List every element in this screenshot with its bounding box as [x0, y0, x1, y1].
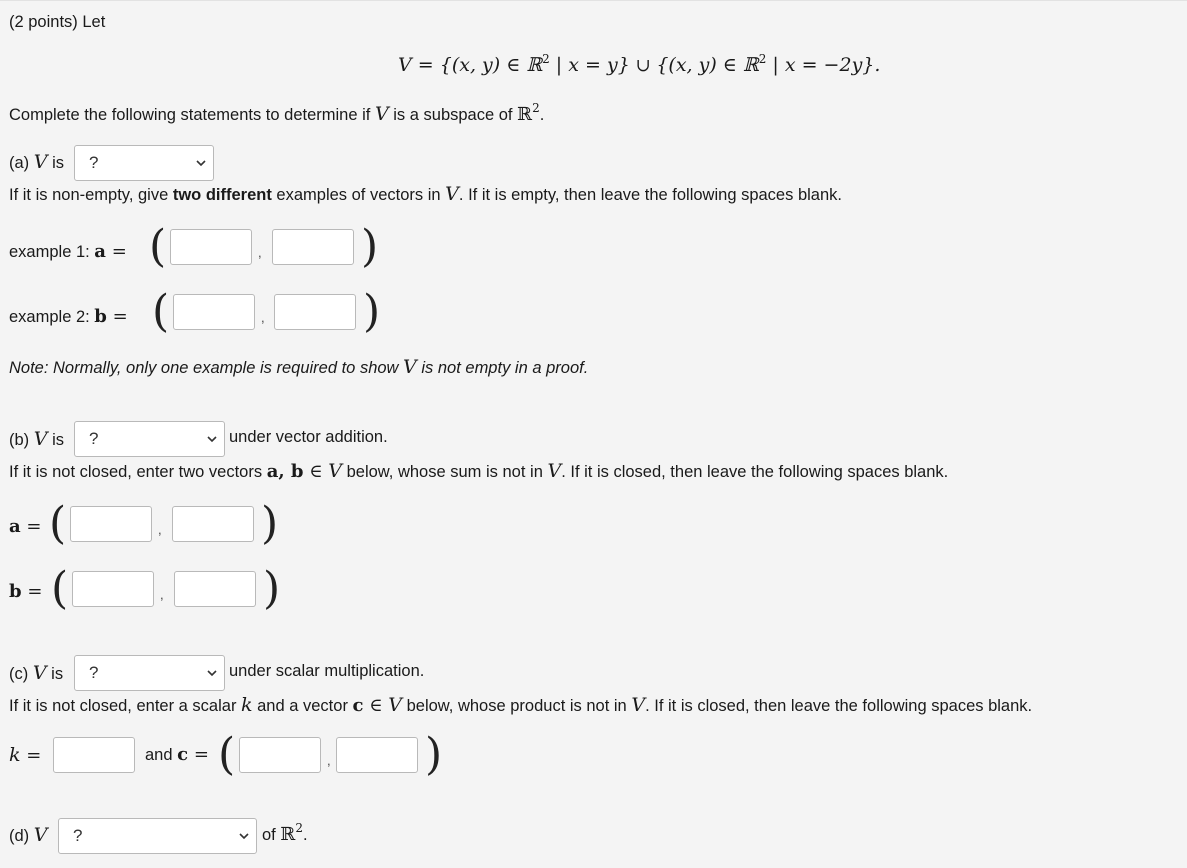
scalar-k-input[interactable]: [53, 737, 135, 773]
comma: ,: [160, 587, 164, 602]
intro-text: Complete the following statements to determine if V is a subspace of ℝ$^2$.: [9, 101, 545, 125]
example-1-label: example 1: a =: [9, 241, 127, 262]
part-b-select[interactable]: ?: [74, 421, 225, 457]
vector-a-label: a =: [9, 516, 42, 537]
left-paren: (: [218, 729, 236, 780]
vector-b-y-input[interactable]: [174, 571, 256, 607]
example-1-x-input[interactable]: [170, 229, 252, 265]
note-text: Note: Normally, only one example is required to show V is not empty in a proof.: [9, 356, 589, 378]
left-paren: (: [49, 498, 67, 549]
example-2-label: example 2: b =: [9, 306, 128, 327]
part-d-select[interactable]: ?: [58, 818, 257, 854]
top-divider: [0, 0, 1187, 1]
part-b-instructions: If it is not closed, enter two vectors a, b ∈ V below, whose sum is not in V. If it is closed, then leave the following spaces blank.: [9, 460, 949, 482]
right-paren: ): [363, 286, 381, 337]
vector-c-x-input[interactable]: [239, 737, 321, 773]
part-b-after-select: under vector addition.: [229, 428, 388, 446]
vector-a-x-input[interactable]: [70, 506, 152, 542]
part-c-instructions: If it is not closed, enter a scalar k and a vector c ∈ V below, whose product is not in V. If it is closed, then leave the following spaces blank.: [9, 694, 1033, 716]
vector-b-label: b =: [9, 581, 43, 602]
right-paren: ): [261, 498, 279, 549]
chevron-down-icon: [206, 422, 218, 456]
left-paren: (: [149, 221, 167, 272]
chevron-down-icon: [238, 819, 250, 853]
left-paren: (: [152, 286, 170, 337]
comma: ,: [261, 310, 265, 325]
comma: ,: [158, 522, 162, 537]
vector-a-y-input[interactable]: [172, 506, 254, 542]
part-a-select[interactable]: ?: [74, 145, 214, 181]
part-c-select[interactable]: ?: [74, 655, 225, 691]
vector-c-y-input[interactable]: [336, 737, 418, 773]
left-paren: (: [51, 563, 69, 614]
vector-c-label: and c =: [145, 744, 209, 765]
right-paren: ): [263, 563, 281, 614]
part-b-label: (b) V is: [9, 428, 64, 450]
points-label: (2 points) Let: [9, 13, 106, 31]
part-a-instructions: If it is non-empty, give two different examples of vectors in V. If it is empty, then leave the following spaces blank.: [9, 183, 842, 205]
example-1-y-input[interactable]: [272, 229, 354, 265]
vector-b-x-input[interactable]: [72, 571, 154, 607]
part-a-label: (a) V is: [9, 151, 64, 173]
part-d-label: (d) V: [9, 824, 48, 846]
part-d-after-select: of ℝ$^2$.: [262, 821, 308, 845]
right-paren: ): [425, 729, 443, 780]
chevron-down-icon: [195, 146, 207, 180]
right-paren: ): [361, 221, 379, 272]
part-c-label: (c) V is: [9, 662, 64, 684]
set-definition: V = {(x, y) ∈ ℝ$^2$ | x = y} ∪ {(x, y) ∈ ℝ$^2$ | x = −2y}.: [398, 52, 881, 76]
example-2-y-input[interactable]: [274, 294, 356, 330]
example-2-x-input[interactable]: [173, 294, 255, 330]
scalar-k-label: k =: [9, 744, 42, 766]
comma: ,: [258, 245, 262, 260]
comma: ,: [327, 753, 331, 768]
chevron-down-icon: [206, 656, 218, 690]
part-c-after-select: under scalar multiplication.: [229, 662, 425, 680]
